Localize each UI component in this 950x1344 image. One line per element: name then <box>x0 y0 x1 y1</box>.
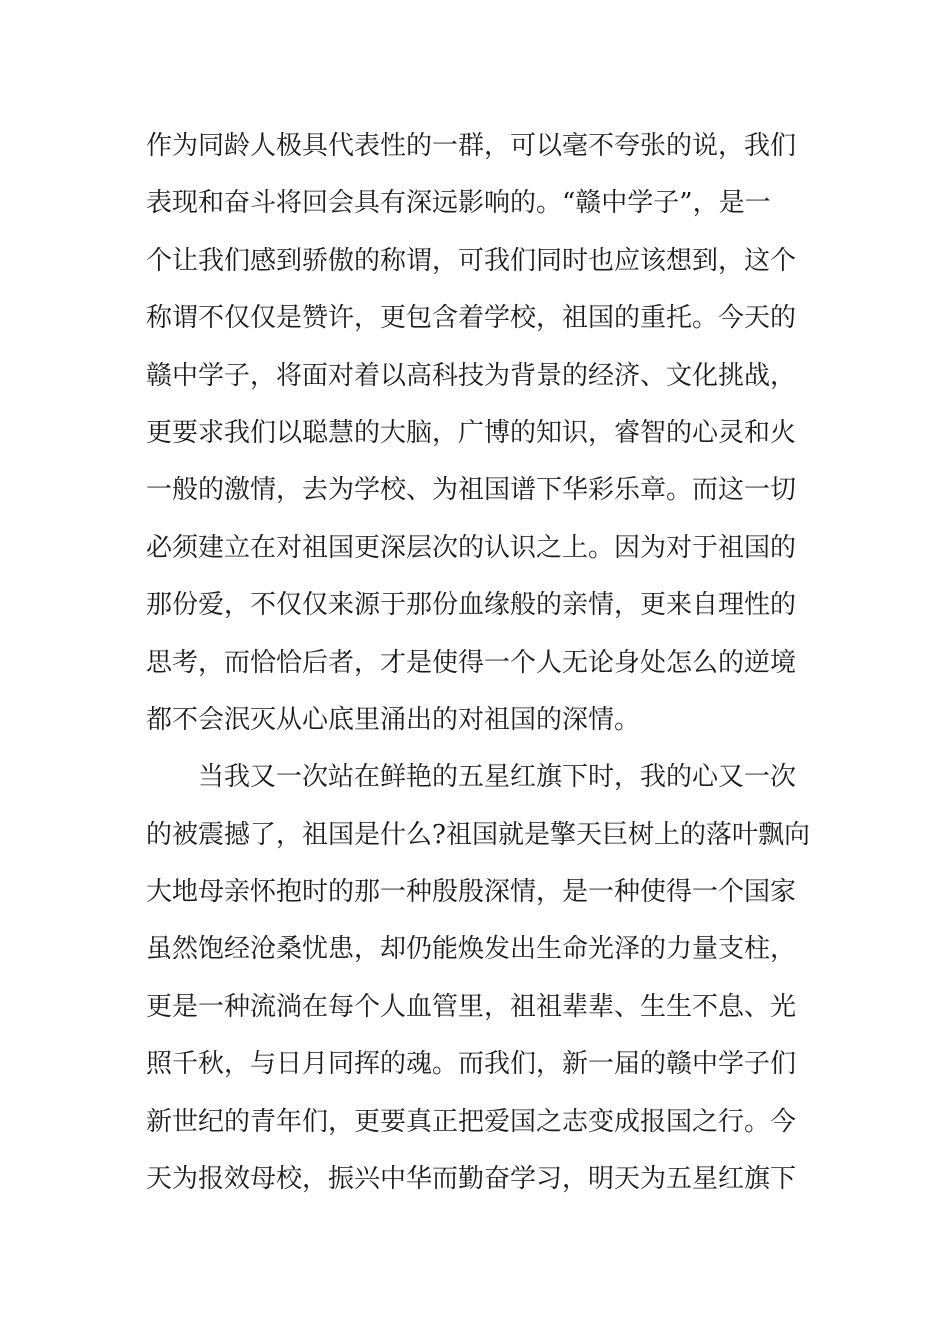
text-line-indented: 当我又一次站在鲜艳的五星红旗下时，我的心又一次 <box>198 762 797 793</box>
text-line: 称谓不仅仅是赞许，更包含着学校，祖国的重托。今天的 <box>146 303 797 334</box>
text-line: 一般的激情，去为学校、为祖国谱下华彩乐章。而这一切 <box>146 475 797 506</box>
text-line: 新世纪的青年们，更要真正把爱国之志变成报国之行。今 <box>146 1106 797 1137</box>
text-line: 必须建立在对祖国更深层次的认识之上。因为对于祖国的 <box>146 532 797 563</box>
paragraph-1 <box>146 118 814 749</box>
text-line: 天为报效母校，振兴中华而勤奋学习，明天为五星红旗下 <box>146 1164 797 1195</box>
text-line: 作为同龄人极具代表性的一群，可以毫不夸张的说，我们 <box>146 131 797 161</box>
text-line: 赣中学子，将面对着以高科技为背景的经济、文化挑战， <box>146 360 797 391</box>
text-line: 那份爱，不仅仅来源于那份血缘般的亲情，更来自理性的 <box>146 590 797 621</box>
text-line: 都不会泯灭从心底里涌出的对祖国的深情。 <box>146 704 641 735</box>
text-line: 思考，而恰恰后者，才是使得一个人无论身处怎么的逆境 <box>146 647 797 678</box>
text-line: 虽然饱经沧桑忧患，却仍能焕发出生命光泽的力量支柱， <box>146 934 797 965</box>
text-line: 大地母亲怀抱时的那一种殷殷深情，是一种使得一个国家 <box>146 877 797 908</box>
text-line: 更要求我们以聪慧的大脑，广博的知识，睿智的心灵和火 <box>146 417 797 448</box>
text-line: 表现和奋斗将回会具有深远影响的。“赣中学子”，是一 <box>146 188 771 219</box>
paragraph-2 <box>146 749 814 1208</box>
text-line: 的被震撼了，祖国是什么?祖国就是擎天巨树上的落叶飘向 <box>146 819 810 850</box>
text-line: 个让我们感到骄傲的称谓，可我们同时也应该想到，这个 <box>146 245 797 276</box>
text-line: 照千秋，与日月同挥的魂。而我们，新一届的赣中学子们 <box>146 1049 797 1080</box>
text-line: 更是一种流淌在每个人血管里，祖祖辈辈、生生不息、光 <box>146 991 797 1022</box>
body-text <box>146 118 814 1208</box>
